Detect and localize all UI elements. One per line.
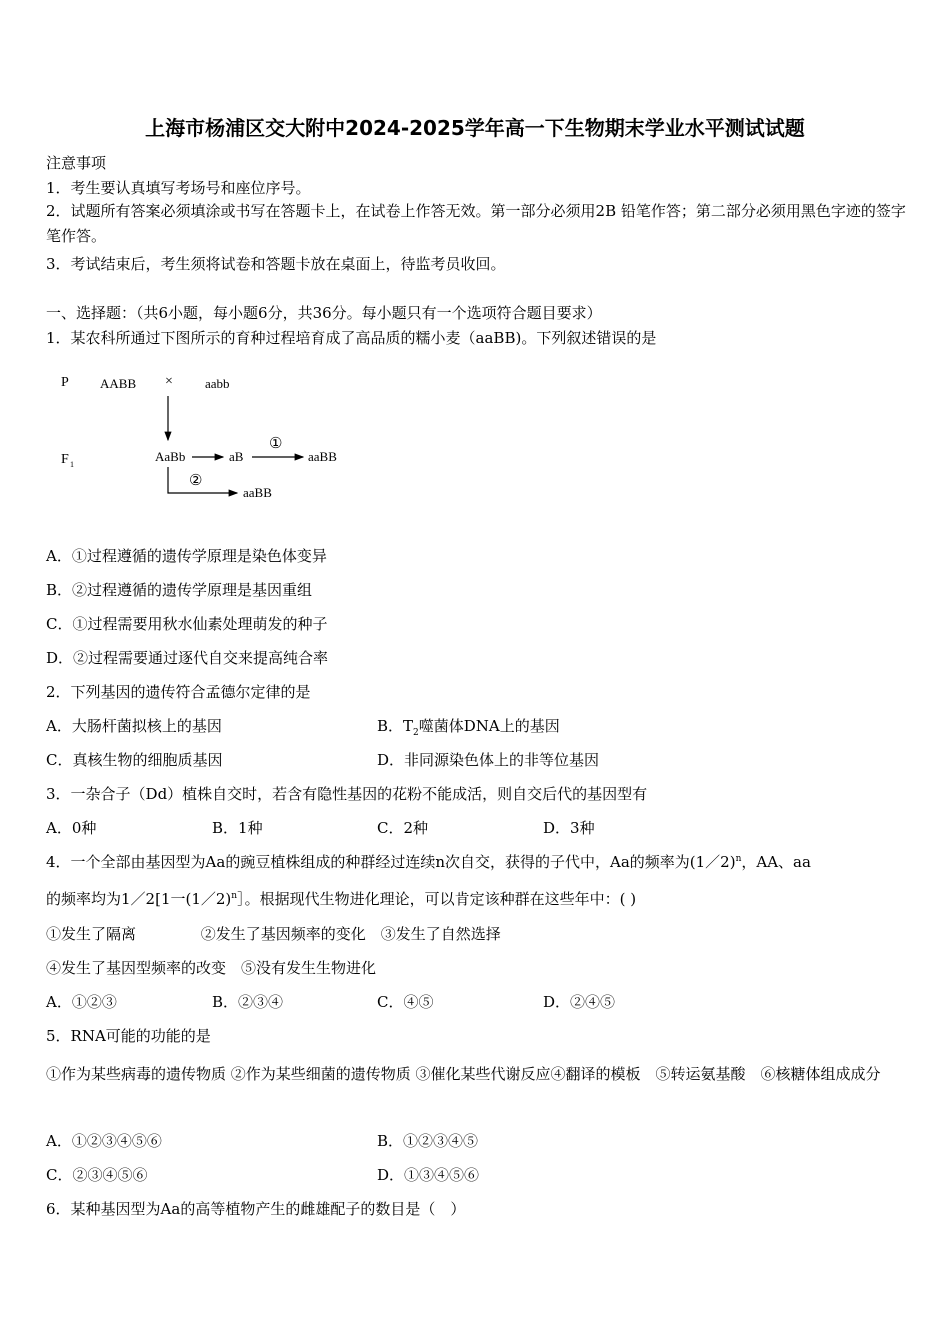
question-1-stem: 1．某农科所通过下图所示的育种过程培育成了高品质的糯小麦（aaBB)。下列叙述错误的是 [46,329,657,347]
q5-option-b: B．①②③④⑤ [377,1132,479,1150]
q2-option-c: C．真核生物的细胞质基因 [46,751,223,769]
diagram-cross-symbol: × [165,374,173,389]
q4-option-b: B．②③④ [212,993,284,1011]
q4-option-c: C．④⑤ [377,993,434,1011]
question-5-stem: 5．RNA可能的功能的是 [46,1027,211,1045]
q4-items-line-2: ④发生了基因型频率的改变 ⑤没有发生生物进化 [46,959,377,977]
q2-option-b-text: 噬菌体DNA上的基因 [418,717,560,735]
q2-option-b [377,715,560,738]
q4-stem-line-2-text: 的频率均为1／2[1一(1／2) [46,890,232,908]
diagram-result-2: aaBB [243,485,272,500]
question-4-stem-line-2 [46,888,636,909]
note-item-2: 2．试题所有答案必须填涂或书写在答题卡上，在试卷上作答无效。第一部分必须用2B 铅笔作答；第二部分必须用黑色字迹的签字笔作答。 [46,202,906,245]
q2-option-b-prefix: B．T [377,717,414,735]
q3-option-d: D．3种 [543,819,595,837]
diagram-step-1: ① [269,436,283,452]
q4-stem-line-2-sup: n [231,891,238,901]
q1-option-b: B．②过程遵循的遗传学原理是基因重组 [46,581,313,599]
note-item-3: 3．考试结束后，考生须将试卷和答题卡放在桌面上，待监考员收回。 [46,255,506,273]
q1-option-c: C．①过程需要用秋水仙素处理萌发的种子 [46,615,328,633]
q4-stem-line-1-text: 4．一个全部由基因型为Aa的豌豆植株组成的种群经过连续n次自交，获得的子代中，Aa的频率为(1／2) [46,853,736,871]
q2-option-b-subscript: 2 [413,728,419,738]
diagram-f1-label: F [61,452,69,467]
q5-items: ①作为某些病毒的遗传物质 ②作为某些细菌的遗传物质 ③催化某些代谢反应④翻译的模板 ⑤转运氨基酸 ⑥核糖体组成成分 [46,1065,881,1083]
q4-stem-line-2-tail: ］。根据现代生物进化理论，可以肯定该种群在这些年中：( ) [237,890,637,908]
section-heading: 一、选择题：（共6小题，每小题6分，共36分。每小题只有一个选项符合题目要求） [46,304,602,322]
q3-option-a: A．0种 [46,819,97,837]
q5-option-a: A．①②③④⑤⑥ [46,1132,162,1150]
question-2-stem: 2．下列基因的遗传符合孟德尔定律的是 [46,683,311,701]
q4-stem-line-1-sup: n [735,854,742,864]
q1-option-d: D．②过程需要通过逐代自交来提高纯合率 [46,649,329,667]
q3-option-c: C．2种 [377,819,429,837]
question-6-stem: 6．某种基因型为Aa的高等植物产生的雌雄配子的数目是（ ） [46,1200,466,1218]
diagram-step-2: ② [189,473,203,489]
notes-heading: 注意事项 [46,154,107,172]
q5-option-c: C．②③④⑤⑥ [46,1166,148,1184]
q2-option-d: D．非同源染色体上的非等位基因 [377,751,600,769]
diagram-gamete: aB [229,449,244,464]
question-3-stem: 3．一杂合子（Dd）植株自交时，若含有隐性基因的花粉不能成活，则自交后代的基因型有 [46,785,648,803]
diagram-result-1: aaBB [308,449,337,464]
breeding-diagram [55,368,355,508]
document-title: 上海市杨浦区交大附中2024-2025学年高一下生物期末学业水平测试试题 [145,116,805,140]
diagram-arrow-step-2 [168,467,237,493]
q4-items-line-1: ①发生了隔离 ②发生了基因频率的变化 ③发生了自然选择 [46,925,501,943]
diagram-parent-1: AABB [100,376,137,391]
diagram-p-label: P [61,375,69,390]
q4-stem-line-1-tail: ，AA、aa [741,853,811,871]
q2-option-a: A．大肠杆菌拟核上的基因 [46,717,222,735]
q4-option-a: A．①②③ [46,993,117,1011]
note-item-1: 1．考生要认真填写考场号和座位序号。 [46,179,311,197]
q4-option-d: D．②④⑤ [543,993,616,1011]
diagram-parent-2: aabb [205,376,230,391]
diagram-f1-subscript: 1 [70,460,74,469]
diagram-f1-genotype: AaBb [155,449,186,464]
q1-option-a: A．①过程遵循的遗传学原理是染色体变异 [46,547,327,565]
q3-option-b: B．1种 [212,819,263,837]
q5-option-d: D．①③④⑤⑥ [377,1166,480,1184]
question-4-stem-line-1 [46,851,811,872]
